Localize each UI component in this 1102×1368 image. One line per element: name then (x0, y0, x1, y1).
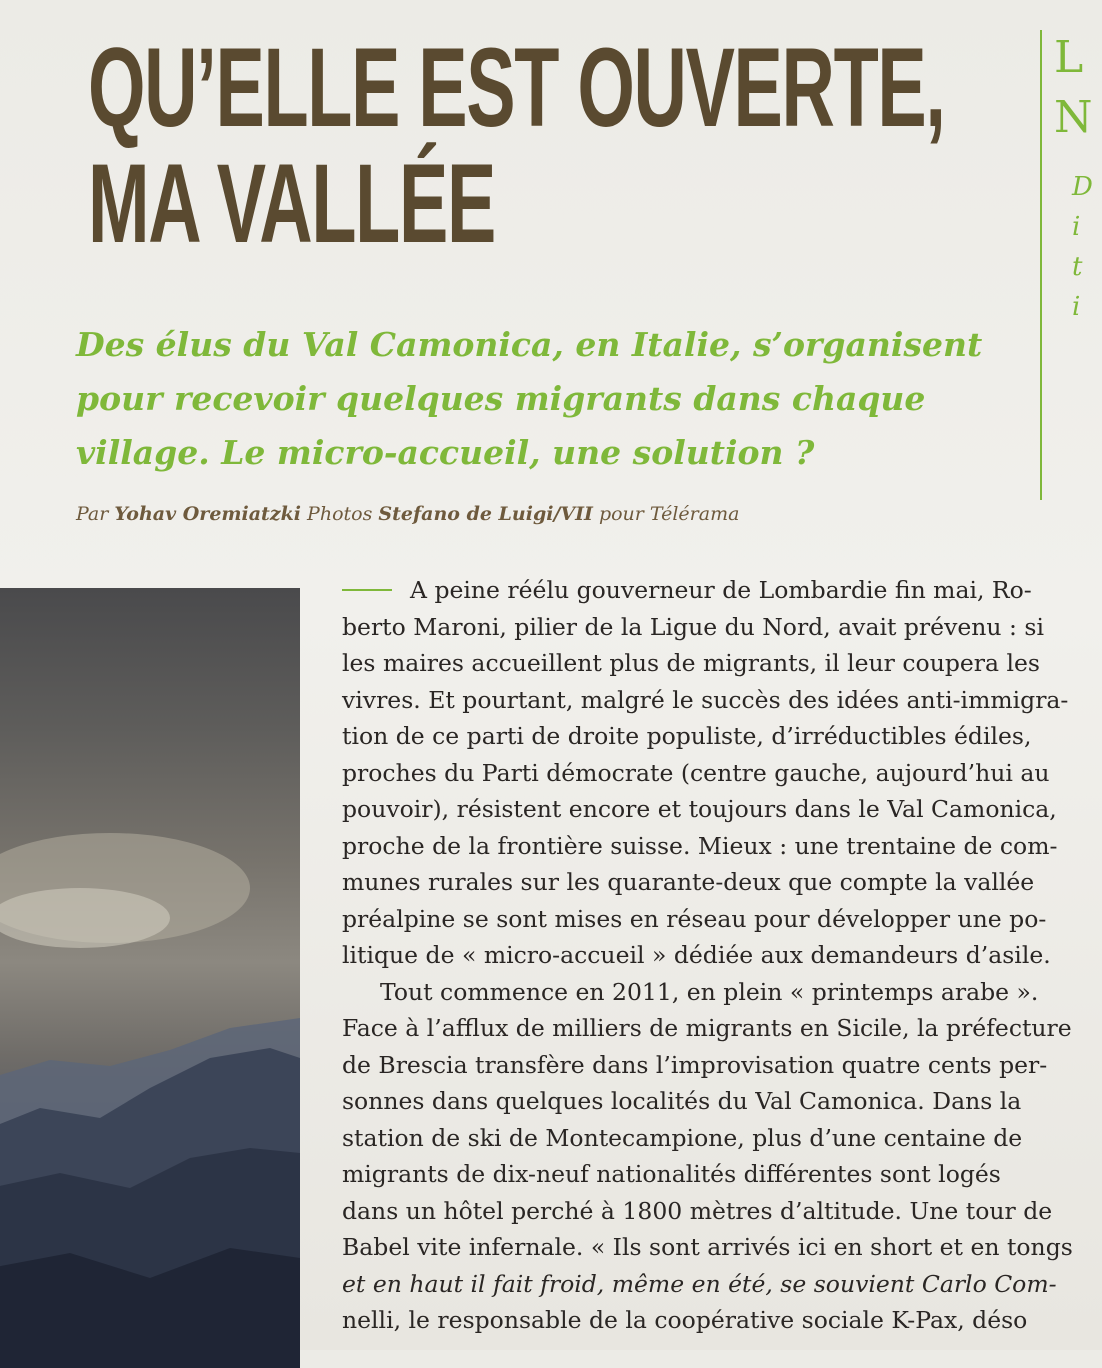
subtitle-line-1: Des élus du Val Camonica, en Italie, s’organisent (76, 325, 983, 364)
body-line: litique de « micro-accueil » dédiée aux demandeurs d’asile. (342, 941, 1051, 969)
article-photo (0, 588, 300, 1368)
body-line: proches du Parti démocrate (centre gauche, aujourd’hui au (342, 758, 1050, 787)
body-line: et en haut il fait froid, même en été, se souvient Carlo Com- (342, 1269, 1057, 1298)
sidebar-fragment: t (1072, 252, 1083, 282)
title-line-1: QU’ELLE EST OUVERTE, (88, 25, 945, 150)
body-line: vivres. Et pourtant, malgré le succès des idées anti-immigra- (342, 685, 1069, 714)
body-line: migrants de dix-neuf nationalités différentes sont logés (342, 1160, 1001, 1188)
article-title (88, 25, 945, 266)
body-line: Babel vite infernale. « Ils sont arrivés ici en short et en tongs (342, 1233, 1073, 1261)
sidebar-fragment: i (1072, 212, 1081, 242)
sidebar-column (1040, 30, 1102, 500)
mountain-landscape-illustration (0, 588, 300, 1368)
body-line: dans un hôtel perché à 1800 mètres d’altitude. Une tour de (342, 1196, 1053, 1225)
sidebar-fragment: N (1054, 92, 1093, 143)
body-line: Tout commence en 2011, en plein « printemps arabe ». (380, 977, 1039, 1006)
body-line: les maires accueillent plus de migrants, il leur coupera les (342, 649, 1040, 677)
sidebar-fragment: L (1054, 32, 1084, 83)
subtitle-line-2: pour recevoir quelques migrants dans chaque (76, 379, 926, 418)
byline-author: Yohav Oremiatzki (114, 503, 301, 525)
byline-par: Par (76, 503, 109, 525)
byline-pour: pour Télérama (598, 503, 740, 525)
body-line: proche de la frontière suisse. Mieux : une trentaine de com- (342, 831, 1058, 860)
body-line: nelli, le responsable de la coopérative sociale K-Pax, déso (342, 1306, 1028, 1334)
paragraph-2 (342, 974, 1102, 1339)
body-line: préalpine se sont mises en réseau pour développer une po- (342, 904, 1047, 933)
body-line: tion de ce parti de droite populiste, d’irréductibles édiles, (342, 722, 1032, 750)
byline (76, 503, 1036, 525)
body-line: A peine réélu gouverneur de Lombardie fin mai, Ro- (342, 572, 1102, 609)
article-subtitle (76, 318, 1036, 480)
lead-rule-divider (342, 589, 392, 591)
paragraph-1 (342, 572, 1102, 974)
title-line-2: MA VALLÉE (88, 141, 495, 266)
article-body (342, 572, 1102, 1339)
sidebar-fragment: i (1072, 292, 1081, 322)
body-line: berto Maroni, pilier de la Ligue du Nord, avait prévenu : si (342, 612, 1044, 641)
byline-photographer: Stefano de Luigi/VII (378, 503, 593, 525)
body-line: pouvoir), résistent encore et toujours dans le Val Camonica, (342, 795, 1057, 823)
byline-photos-label: Photos (307, 503, 373, 525)
body-line: sonnes dans quelques localités du Val Camonica. Dans la (342, 1087, 1022, 1115)
subtitle-line-3: village. Le micro-accueil, une solution ? (76, 433, 815, 472)
body-line: station de ski de Montecampione, plus d’une centaine de (342, 1123, 1023, 1152)
body-line: Face à l’afflux de milliers de migrants en Sicile, la préfecture (342, 1014, 1072, 1042)
body-line: munes rurales sur les quarante-deux que compte la vallée (342, 868, 1035, 896)
sidebar-fragment: D (1072, 172, 1093, 202)
body-line: de Brescia transfère dans l’improvisation quatre cents per- (342, 1050, 1048, 1079)
